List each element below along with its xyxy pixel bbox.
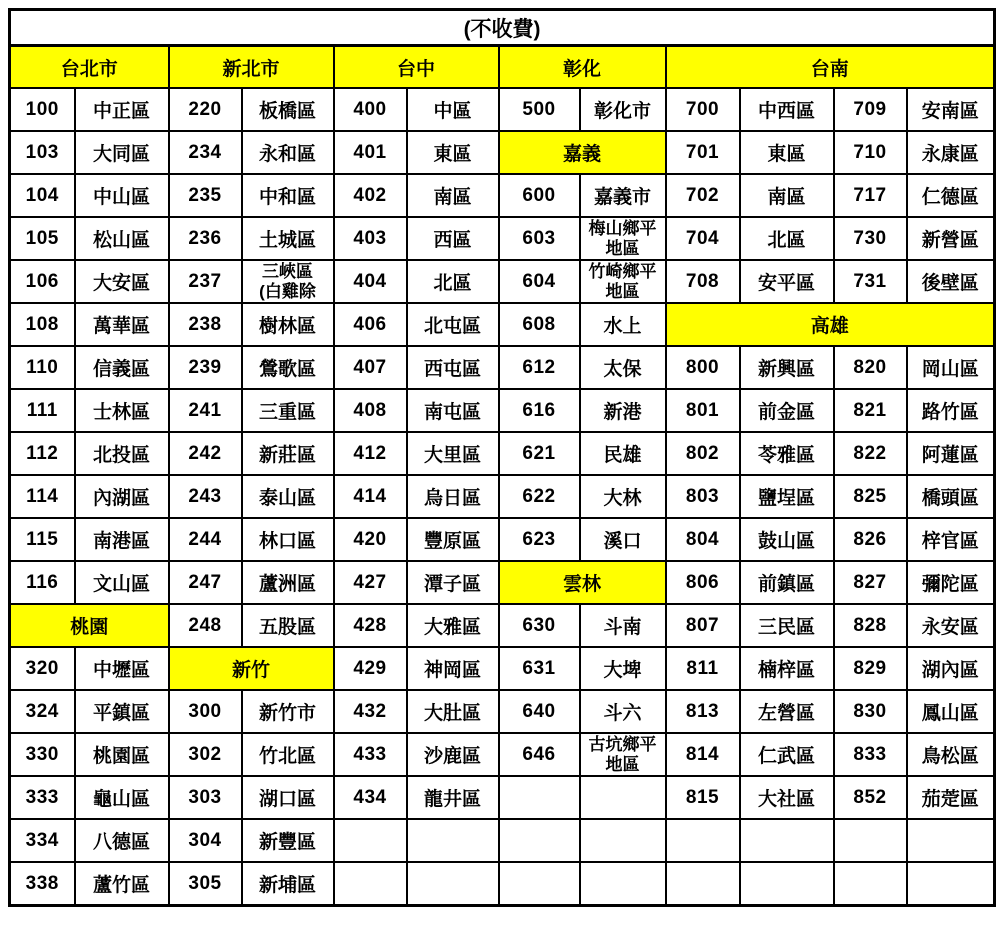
district-cell: 前鎮區	[740, 561, 834, 604]
code-cell: 828	[834, 604, 907, 647]
code-cell: 829	[834, 647, 907, 690]
district-cell: 北屯區	[407, 303, 499, 346]
empty-cell	[499, 862, 580, 906]
code-cell: 305	[169, 862, 242, 906]
district-cell: 西屯區	[407, 346, 499, 389]
code-cell: 826	[834, 518, 907, 561]
district-cell: 橋頭區	[907, 475, 995, 518]
district-cell: 信義區	[75, 346, 169, 389]
district-cell: 大肚區	[407, 690, 499, 733]
district-cell: 仁德區	[907, 174, 995, 217]
code-cell: 830	[834, 690, 907, 733]
district-cell: 中區	[407, 88, 499, 131]
district-cell: 龜山區	[75, 776, 169, 819]
code-cell: 412	[334, 432, 407, 475]
district-cell: 大同區	[75, 131, 169, 174]
district-cell	[580, 733, 666, 776]
code-cell: 630	[499, 604, 580, 647]
district-cell: 溪口	[580, 518, 666, 561]
district-cell: 安平區	[740, 260, 834, 303]
district-cell-line: 竹崎鄉平	[588, 261, 657, 281]
district-cell: 新港	[580, 389, 666, 432]
district-cell: 前金區	[740, 389, 834, 432]
district-cell: 中和區	[242, 174, 334, 217]
table-row	[10, 10, 995, 46]
empty-cell	[907, 819, 995, 862]
code-cell: 804	[666, 518, 740, 561]
region-header: 台中	[334, 46, 499, 89]
table-row	[10, 690, 995, 733]
code-cell: 811	[666, 647, 740, 690]
district-cell: 大雅區	[407, 604, 499, 647]
district-cell-line: (白雞除	[259, 281, 316, 301]
region-header: 台南	[666, 46, 995, 89]
code-cell: 814	[666, 733, 740, 776]
empty-cell	[407, 862, 499, 906]
region-header: 新竹	[169, 647, 334, 690]
empty-cell	[740, 862, 834, 906]
district-cell: 鳳山區	[907, 690, 995, 733]
district-cell: 蘆洲區	[242, 561, 334, 604]
district-cell: 潭子區	[407, 561, 499, 604]
code-cell: 234	[169, 131, 242, 174]
code-cell: 806	[666, 561, 740, 604]
code-cell: 114	[10, 475, 75, 518]
table-row	[10, 647, 995, 690]
district-cell: 南區	[407, 174, 499, 217]
district-cell: 沙鹿區	[407, 733, 499, 776]
district-cell: 永康區	[907, 131, 995, 174]
code-cell: 800	[666, 346, 740, 389]
code-cell: 241	[169, 389, 242, 432]
code-cell: 402	[334, 174, 407, 217]
empty-cell	[834, 862, 907, 906]
code-cell: 612	[499, 346, 580, 389]
code-cell: 333	[10, 776, 75, 819]
district-cell-line: 地區	[605, 281, 640, 301]
code-cell: 820	[834, 346, 907, 389]
code-cell: 104	[10, 174, 75, 217]
code-cell: 702	[666, 174, 740, 217]
code-cell: 248	[169, 604, 242, 647]
code-cell: 243	[169, 475, 242, 518]
district-cell: 新豐區	[242, 819, 334, 862]
district-cell: 五股區	[242, 604, 334, 647]
code-cell: 403	[334, 217, 407, 260]
code-cell: 428	[334, 604, 407, 647]
code-cell: 708	[666, 260, 740, 303]
district-cell: 阿蓮區	[907, 432, 995, 475]
district-cell: 左營區	[740, 690, 834, 733]
district-cell: 北區	[740, 217, 834, 260]
district-cell: 西區	[407, 217, 499, 260]
table-row	[10, 303, 995, 346]
district-cell: 龍井區	[407, 776, 499, 819]
district-cell: 民雄	[580, 432, 666, 475]
code-cell: 408	[334, 389, 407, 432]
district-cell: 大社區	[740, 776, 834, 819]
code-cell: 701	[666, 131, 740, 174]
code-cell: 604	[499, 260, 580, 303]
code-cell: 730	[834, 217, 907, 260]
district-cell: 南港區	[75, 518, 169, 561]
district-cell: 文山區	[75, 561, 169, 604]
district-cell: 湖內區	[907, 647, 995, 690]
district-cell: 茄萣區	[907, 776, 995, 819]
table-row	[10, 260, 995, 303]
code-cell: 242	[169, 432, 242, 475]
empty-cell	[666, 862, 740, 906]
district-cell: 神岡區	[407, 647, 499, 690]
table-row	[10, 217, 995, 260]
code-cell: 106	[10, 260, 75, 303]
district-cell	[580, 217, 666, 260]
table-row	[10, 475, 995, 518]
district-cell: 後壁區	[907, 260, 995, 303]
district-cell: 彰化市	[580, 88, 666, 131]
code-cell: 500	[499, 88, 580, 131]
district-cell: 安南區	[907, 88, 995, 131]
empty-cell	[499, 819, 580, 862]
district-cell: 太保	[580, 346, 666, 389]
district-cell: 大安區	[75, 260, 169, 303]
district-cell: 板橋區	[242, 88, 334, 131]
table-title: (不收費)	[10, 10, 995, 46]
code-cell: 116	[10, 561, 75, 604]
code-cell: 621	[499, 432, 580, 475]
district-cell: 新營區	[907, 217, 995, 260]
table-row	[10, 776, 995, 819]
district-cell: 新莊區	[242, 432, 334, 475]
code-cell: 338	[10, 862, 75, 906]
table-row	[10, 561, 995, 604]
district-cell: 大里區	[407, 432, 499, 475]
district-cell: 新竹市	[242, 690, 334, 733]
code-cell: 807	[666, 604, 740, 647]
table-row	[10, 604, 995, 647]
district-cell: 樹林區	[242, 303, 334, 346]
empty-cell	[334, 862, 407, 906]
district-cell: 竹北區	[242, 733, 334, 776]
district-cell: 中壢區	[75, 647, 169, 690]
district-cell: 蘆竹區	[75, 862, 169, 906]
empty-cell	[407, 819, 499, 862]
district-cell	[242, 260, 334, 303]
code-cell: 700	[666, 88, 740, 131]
code-cell: 825	[834, 475, 907, 518]
code-cell: 731	[834, 260, 907, 303]
district-cell: 鶯歌區	[242, 346, 334, 389]
empty-cell	[666, 819, 740, 862]
district-cell: 烏日區	[407, 475, 499, 518]
district-cell: 南區	[740, 174, 834, 217]
code-cell: 852	[834, 776, 907, 819]
code-cell: 404	[334, 260, 407, 303]
table-row	[10, 518, 995, 561]
code-cell: 111	[10, 389, 75, 432]
district-cell: 斗六	[580, 690, 666, 733]
code-cell: 105	[10, 217, 75, 260]
district-cell: 內湖區	[75, 475, 169, 518]
district-cell: 八德區	[75, 819, 169, 862]
district-cell: 土城區	[242, 217, 334, 260]
code-cell: 115	[10, 518, 75, 561]
district-cell: 北區	[407, 260, 499, 303]
code-cell: 244	[169, 518, 242, 561]
table-row	[10, 88, 995, 131]
district-cell: 豐原區	[407, 518, 499, 561]
code-cell: 103	[10, 131, 75, 174]
code-cell: 710	[834, 131, 907, 174]
code-cell: 100	[10, 88, 75, 131]
code-cell: 822	[834, 432, 907, 475]
code-cell: 302	[169, 733, 242, 776]
code-cell: 631	[499, 647, 580, 690]
district-cell: 中西區	[740, 88, 834, 131]
district-cell: 新興區	[740, 346, 834, 389]
code-cell: 827	[834, 561, 907, 604]
district-cell: 中山區	[75, 174, 169, 217]
code-cell: 300	[169, 690, 242, 733]
district-cell: 鳥松區	[907, 733, 995, 776]
code-cell: 406	[334, 303, 407, 346]
code-cell: 821	[834, 389, 907, 432]
empty-cell	[580, 819, 666, 862]
district-cell: 泰山區	[242, 475, 334, 518]
district-cell: 水上	[580, 303, 666, 346]
code-cell: 427	[334, 561, 407, 604]
region-header: 台北市	[10, 46, 169, 89]
district-cell: 萬華區	[75, 303, 169, 346]
code-cell: 622	[499, 475, 580, 518]
district-cell: 路竹區	[907, 389, 995, 432]
district-cell-line: 梅山鄉平	[588, 218, 657, 238]
district-cell: 林口區	[242, 518, 334, 561]
district-cell: 士林區	[75, 389, 169, 432]
code-cell: 247	[169, 561, 242, 604]
code-cell: 717	[834, 174, 907, 217]
code-cell: 400	[334, 88, 407, 131]
code-cell: 623	[499, 518, 580, 561]
district-cell: 彌陀區	[907, 561, 995, 604]
table-row	[10, 432, 995, 475]
district-cell: 中正區	[75, 88, 169, 131]
code-cell: 237	[169, 260, 242, 303]
district-cell: 仁武區	[740, 733, 834, 776]
region-header: 桃園	[10, 604, 169, 647]
code-cell: 236	[169, 217, 242, 260]
table-row	[10, 174, 995, 217]
code-cell: 407	[334, 346, 407, 389]
table-row	[10, 46, 995, 89]
district-cell: 三民區	[740, 604, 834, 647]
code-cell: 108	[10, 303, 75, 346]
code-cell: 432	[334, 690, 407, 733]
district-cell-line: 古坑鄉平	[588, 734, 657, 754]
code-cell: 238	[169, 303, 242, 346]
district-cell: 南屯區	[407, 389, 499, 432]
district-cell: 苓雅區	[740, 432, 834, 475]
region-header: 雲林	[499, 561, 666, 604]
code-cell: 603	[499, 217, 580, 260]
code-cell: 401	[334, 131, 407, 174]
code-cell: 815	[666, 776, 740, 819]
empty-cell	[834, 819, 907, 862]
code-cell: 600	[499, 174, 580, 217]
district-cell	[580, 260, 666, 303]
code-cell: 110	[10, 346, 75, 389]
table-row	[10, 862, 995, 906]
district-cell: 大林	[580, 475, 666, 518]
empty-cell	[499, 776, 580, 819]
code-cell: 334	[10, 819, 75, 862]
code-cell: 304	[169, 819, 242, 862]
code-cell: 433	[334, 733, 407, 776]
code-cell: 709	[834, 88, 907, 131]
code-cell: 420	[334, 518, 407, 561]
postal-table	[8, 8, 996, 907]
code-cell: 239	[169, 346, 242, 389]
code-cell: 801	[666, 389, 740, 432]
district-cell: 嘉義市	[580, 174, 666, 217]
district-cell: 平鎮區	[75, 690, 169, 733]
code-cell: 112	[10, 432, 75, 475]
table-row	[10, 819, 995, 862]
district-cell: 鹽埕區	[740, 475, 834, 518]
region-header: 彰化	[499, 46, 666, 89]
district-cell: 大埤	[580, 647, 666, 690]
district-cell: 永和區	[242, 131, 334, 174]
district-cell: 北投區	[75, 432, 169, 475]
district-cell-line: 地區	[605, 238, 640, 258]
district-cell: 鼓山區	[740, 518, 834, 561]
code-cell: 803	[666, 475, 740, 518]
table-row	[10, 131, 995, 174]
region-header: 新北市	[169, 46, 334, 89]
empty-cell	[334, 819, 407, 862]
code-cell: 320	[10, 647, 75, 690]
district-cell: 新埔區	[242, 862, 334, 906]
code-cell: 802	[666, 432, 740, 475]
code-cell: 414	[334, 475, 407, 518]
code-cell: 429	[334, 647, 407, 690]
code-cell: 220	[169, 88, 242, 131]
district-cell: 三重區	[242, 389, 334, 432]
district-cell: 楠梓區	[740, 647, 834, 690]
district-cell: 永安區	[907, 604, 995, 647]
empty-cell	[580, 862, 666, 906]
district-cell-line: 地區	[605, 754, 640, 774]
district-cell: 桃園區	[75, 733, 169, 776]
code-cell: 813	[666, 690, 740, 733]
code-cell: 704	[666, 217, 740, 260]
code-cell: 640	[499, 690, 580, 733]
district-cell: 岡山區	[907, 346, 995, 389]
region-header: 嘉義	[499, 131, 666, 174]
region-header: 高雄	[666, 303, 995, 346]
code-cell: 646	[499, 733, 580, 776]
district-cell: 松山區	[75, 217, 169, 260]
district-cell: 梓官區	[907, 518, 995, 561]
empty-cell	[580, 776, 666, 819]
code-cell: 833	[834, 733, 907, 776]
code-cell: 324	[10, 690, 75, 733]
code-cell: 303	[169, 776, 242, 819]
district-cell: 湖口區	[242, 776, 334, 819]
code-cell: 235	[169, 174, 242, 217]
district-cell: 東區	[740, 131, 834, 174]
district-cell: 斗南	[580, 604, 666, 647]
code-cell: 434	[334, 776, 407, 819]
empty-cell	[740, 819, 834, 862]
district-cell: 東區	[407, 131, 499, 174]
table-row	[10, 733, 995, 776]
code-cell: 330	[10, 733, 75, 776]
code-cell: 608	[499, 303, 580, 346]
district-cell-line: 三峽區	[262, 261, 313, 281]
table-row	[10, 346, 995, 389]
code-cell: 616	[499, 389, 580, 432]
table-row	[10, 389, 995, 432]
empty-cell	[907, 862, 995, 906]
